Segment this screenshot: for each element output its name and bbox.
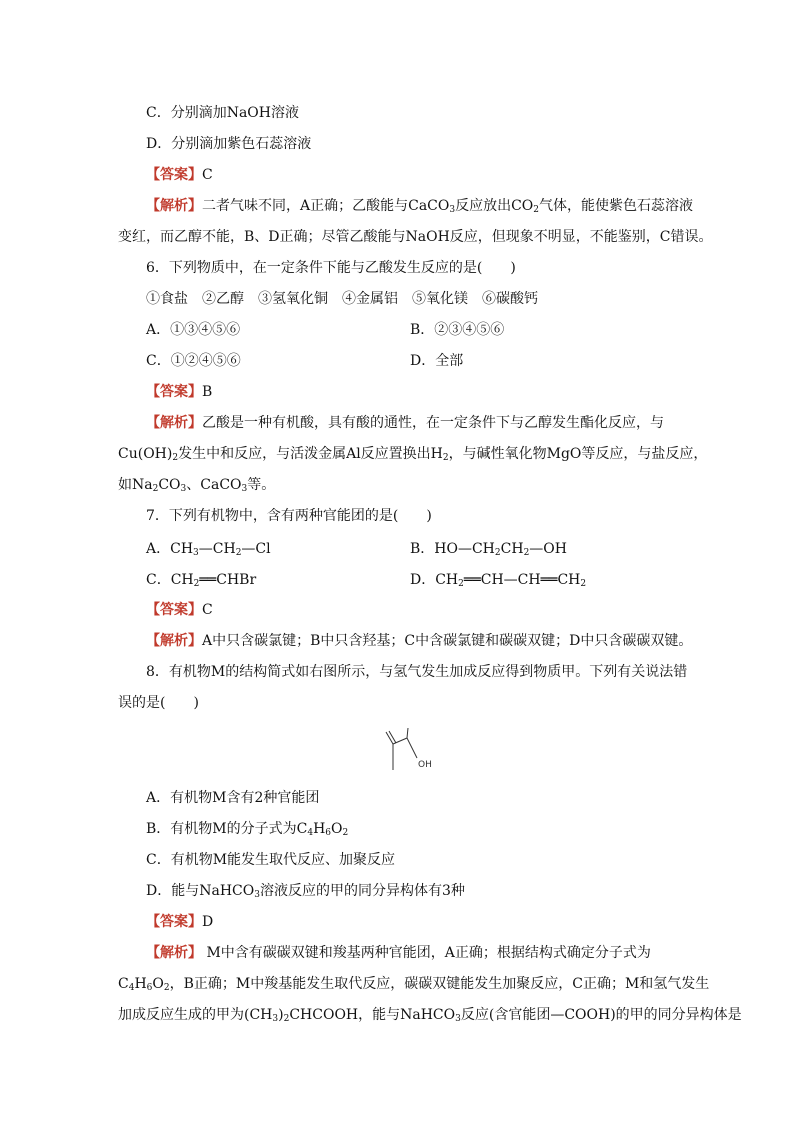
q6-explanation-line2: $Cu(OH)_2$发生中和反应，与活泼金属Al反应置换出$H_2$，与碱性氧化物MgO等反应，与盐反应， — [118, 446, 708, 463]
question-8-line1: 8．有机物M的结构简式如右图所示，与氢气发生加成反应得到物质甲。下列有关说法错 — [146, 664, 688, 680]
q6-option-b: B．②③④⑤⑥ — [410, 322, 505, 338]
question-7: 7．下列有机物中，含有两种官能团的是( ) — [146, 508, 432, 524]
q6-option-a: A．①③④⑤⑥ — [146, 322, 241, 338]
explanation-prev-line1: 【解析】二者气味不同，A正确；乙酸能与CaCO$_3$反应放出$CO_2$气体，能使紫色石蕊溶液 — [146, 198, 694, 215]
q7-answer: 【答案】C — [146, 602, 213, 618]
bond-c-oh — [407, 738, 417, 758]
bond-double — [389, 731, 396, 743]
question-8-line2: 误的是( ) — [118, 695, 199, 711]
question-6: 6．下列物质中，在一定条件下能与乙酸发生反应的是( ) — [146, 260, 516, 276]
q8-option-a: A．有机物M含有2种官能团 — [146, 790, 320, 806]
q7-option-b: B．$HO—CH_2CH_2—OH$ — [410, 541, 567, 558]
question-6-items: ①食盐 ②乙醇 ③氢氧化铜 ④金属铝 ⑤氧化镁 ⑥碳酸钙 — [146, 291, 538, 307]
q8-explanation-line1: 【解析】 M中含有碳碳双键和羧基两种官能团，A正确；根据结构式确定分子式为 — [146, 945, 651, 961]
option-d-prev: D．分别滴加紫色石蕊溶液 — [146, 136, 312, 152]
q8-option-b: B．有机物M的分子式为$C_4H_6O_2$ — [146, 821, 349, 838]
q7-option-d: D．$CH_2══CH—CH══CH_2$ — [410, 572, 587, 589]
q6-explanation-line3: 如$Na_2CO_3$、CaCO$_3$等。 — [118, 477, 276, 494]
bond-c-o — [407, 728, 408, 738]
molecule-oh-label: OH — [418, 760, 432, 770]
molecule-structure-figure — [380, 728, 440, 778]
q8-option-d: D．能与NaHCO$_3$溶液反应的甲的同分异构体有3种 — [146, 883, 465, 900]
q6-explanation-line1: 【解析】乙酸是一种有机酸，具有酸的通性，在一定条件下与乙醇发生酯化反应，与 — [146, 415, 664, 431]
q8-explanation-line2: $C_4H_6O_2$，B正确；M中羧基能发生取代反应，碳碳双键能发生加聚反应，C正确；M和氢气发生 — [118, 976, 710, 993]
q6-option-c: C．①②④⑤⑥ — [146, 353, 241, 369]
explanation-prev-line2: 变红，而乙醇不能，B、D正确；尽管乙酸能与NaOH反应，但现象不明显，不能鉴别，C错误。 — [118, 229, 713, 245]
q6-option-d: D．全部 — [410, 353, 464, 369]
q8-explanation-line3: 加成反应生成的甲为$(CH_3)_2CHCOOH$，能与NaHCO$_3$反应(含官能团—COOH)的甲的同分异构体是 — [118, 1007, 742, 1024]
q7-option-a: A．$CH_3—CH_2—Cl$ — [146, 541, 271, 558]
bond-ch2 — [386, 732, 393, 744]
option-c-prev: C．分别滴加NaOH溶液 — [146, 105, 299, 121]
q8-answer: 【答案】D — [146, 914, 214, 930]
answer-prev: 【答案】C — [146, 167, 213, 183]
answer-label: 【答案】 — [146, 167, 202, 183]
q6-answer: 【答案】B — [146, 384, 213, 400]
q8-option-c: C．有机物M能发生取代反应、加聚反应 — [146, 852, 396, 868]
q7-option-c: C．$CH_2══CHBr$ — [146, 572, 257, 589]
q7-explanation: 【解析】A中只含碳氯键；B中只含羟基；C中含碳氯键和碳碳双键；D中只含碳碳双键。 — [146, 633, 693, 649]
explanation-label: 【解析】 — [146, 198, 202, 214]
